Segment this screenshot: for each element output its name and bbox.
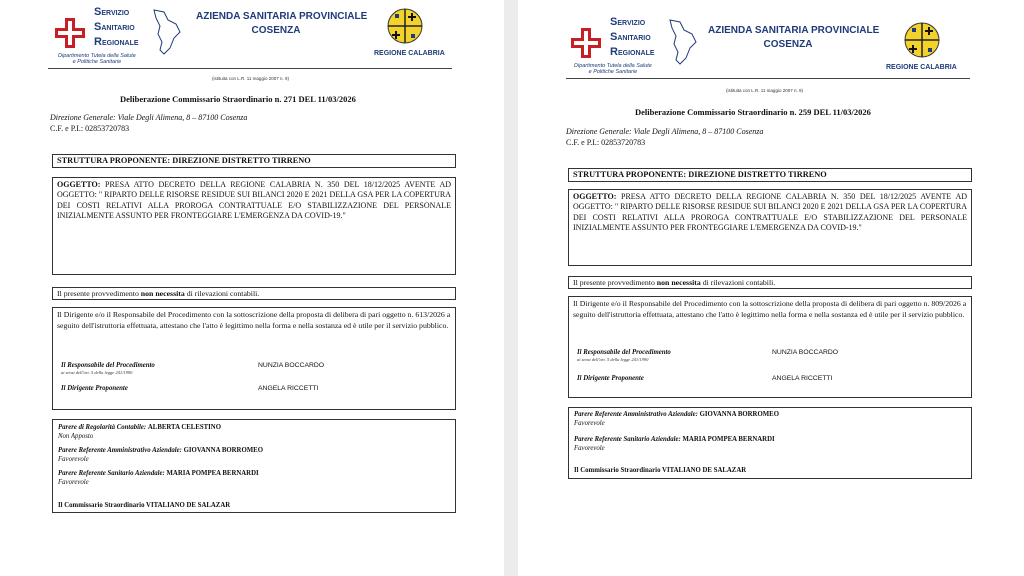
istituita-note: (istituita con L.R. 11 maggio 2007 n. 9) (726, 88, 803, 93)
dir-label: Il Dirigente Proponente (61, 385, 128, 392)
calabria-map-icon (666, 18, 700, 66)
asp-name: AZIENDA SANITARIA PROVINCIALE COSENZA (196, 11, 368, 36)
dir-name: ANGELA RICCETTI (772, 375, 833, 382)
parere-1: Parere di Regolarità Contabile: ALBERTA CELESTINO Non Apposto (58, 424, 221, 440)
ssr-line-1: SERVIZIO (94, 6, 130, 18)
struttura-proponente: STRUTTURA PROPONENTE: DIREZIONE DISTRETTO TIRRENO (568, 168, 972, 182)
parere-3: Parere Referente Sanitario Aziendale: MARIA POMPEA BERNARDI Favorevole (58, 470, 259, 486)
oggetto-box: OGGETTO: PRESA ATTO DECRETO DELLA REGIONE CALABRIA N. 350 DEL 18/12/2025 AVENTE AD OGGETTO: " RIPARTO DELLE RISORSE RESIDUE SUI BILANCI 2020 E 2021 DELLA GSA PER LA COPERTURA DEI COSTI RELATIVI ALLA PROROGA CONTRATTUALE E/O STABILIZZAZIONE DEL PERSONALE INIZIALMENTE ASSUNTO PER FRONTEGGIARE L'EMERGENZA DA COVID-19." (568, 189, 972, 266)
ssr-line-3: REGIONALE (610, 46, 655, 58)
attestazione-box (52, 307, 456, 410)
ssr-subtitle: Dipartimento Tutela della Salute e Politiche Sanitarie (58, 53, 136, 66)
page-gap (504, 0, 518, 576)
oggetto-box: OGGETTO: PRESA ATTO DECRETO DELLA REGIONE CALABRIA N. 350 DEL 18/12/2025 AVENTE AD OGGETTO: " RIPARTO DELLE RISORSE RESIDUE SUI BILANCI 2020 E 2021 DELLA GSA PER LA COPERTURA DEI COSTI RELATIVI ALLA PROROGA CONTRATTUALE E/O STABILIZZAZIONE DEL PERSONALE INIZIALMENTE ASSUNTO PER FRONTEGGIARE L'EMERGENZA DA COVID-19." (52, 177, 456, 275)
ssr-line-2: SANITARIO (610, 31, 651, 43)
attestazione-text: Il Dirigente e/o il Responsabile del Procedimento con la sottoscrizione della proposta di delibera di pari oggetto n. 809/2026 a seguito dell'istruttoria effettuata, attestano che l'atto è legittimo nella forma e nella sostanza ed è utile per il servizio pubblico. (573, 299, 967, 319)
resp-sub: ai sensi dell'art. 5 della legge 241/1990 (577, 357, 649, 362)
pareri-box (568, 407, 972, 479)
header-rule (48, 68, 452, 69)
resp-label: Il Responsabile del Procedimento (577, 349, 671, 356)
ssr-subtitle: Dipartimento Tutela della Salute e Politiche Sanitarie (574, 63, 652, 76)
address-block: Direzione Generale: Viale Degli Alimena, 8 – 87100 Cosenza C.F. e P.I.: 02853720783 (50, 113, 248, 133)
resp-name: NUNZIA BOCCARDO (772, 349, 839, 356)
regione-label: REGIONE CALABRIA (374, 50, 445, 57)
deliberazione-title: Deliberazione Commissario Straordinario n. 259 DEL 11/03/2026 (635, 107, 871, 117)
nota-contabile: Il presente provvedimento non necessita di rilevazioni contabili. (52, 287, 456, 300)
commissario: Il Commissario Straordinario VITALIANO DE SALAZAR (574, 467, 747, 474)
header-rule (566, 78, 970, 79)
parere-2: Parere Referente Sanitario Aziendale: MARIA POMPEA BERNARDI Favorevole (574, 436, 775, 452)
parere-2: Parere Referente Amministrativo Aziendale: GIOVANNA BORROMEO Favorevole (58, 447, 263, 463)
regione-crest-icon (385, 6, 425, 46)
resp-sub: ai sensi dell'art. 5 della legge 241/1990 (61, 370, 133, 375)
struttura-proponente: STRUTTURA PROPONENTE: DIREZIONE DISTRETTO TIRRENO (52, 154, 456, 168)
resp-name: NUNZIA BOCCARDO (258, 362, 325, 369)
deliberazione-title: Deliberazione Commissario Straordinario n. 271 DEL 11/03/2026 (120, 94, 356, 104)
red-cross-icon (571, 28, 601, 58)
document-page-2 (518, 0, 1024, 576)
dir-label: Il Dirigente Proponente (577, 375, 644, 382)
pareri-box (52, 419, 456, 513)
regione-crest-icon (902, 20, 942, 60)
address-block: Direzione Generale: Viale Degli Alimena, 8 – 87100 Cosenza C.F. e P.I.: 02853720783 (566, 127, 764, 147)
asp-name: AZIENDA SANITARIA PROVINCIALE COSENZA (708, 25, 880, 50)
calabria-map-icon (150, 8, 184, 56)
attestazione-box (568, 296, 972, 398)
resp-label: Il Responsabile del Procedimento (61, 362, 155, 369)
attestazione-text: Il Dirigente e/o il Responsabile del Procedimento con la sottoscrizione della proposta di delibera di pari oggetto n. 613/2026 a seguito dell'istruttoria effettuata, attestano che l'atto è legittimo nella forma e nella sostanza ed è utile per il servizio pubblico. (57, 310, 451, 330)
parere-1: Parere Referente Amministrativo Aziendale: GIOVANNA BORROMEO Favorevole (574, 411, 779, 427)
istituita-note: (istituita con L.R. 11 maggio 2007 n. 9) (212, 76, 289, 81)
regione-label: REGIONE CALABRIA (886, 64, 957, 71)
nota-contabile: Il presente provvedimento non necessita di rilevazioni contabili. (568, 276, 972, 289)
ssr-line-2: SANITARIO (94, 21, 135, 33)
dir-name: ANGELA RICCETTI (258, 385, 319, 392)
ssr-line-1: SERVIZIO (610, 16, 646, 28)
ssr-line-3: REGIONALE (94, 36, 139, 48)
red-cross-icon (55, 18, 85, 48)
commissario: Il Commissario Straordinario VITALIANO DE SALAZAR (58, 502, 231, 509)
document-page-1 (0, 0, 504, 576)
